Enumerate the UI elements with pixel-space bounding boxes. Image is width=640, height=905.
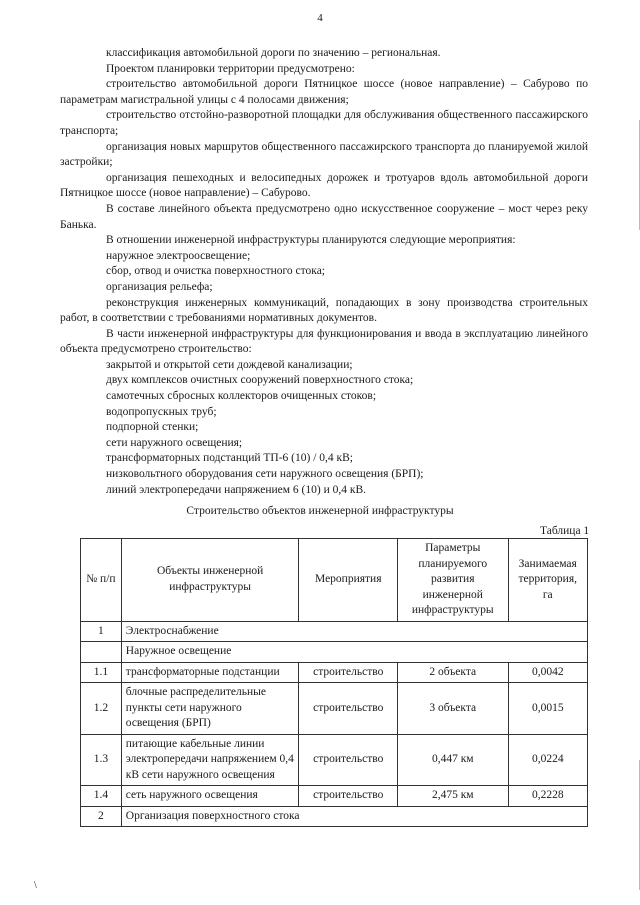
table-row (81, 662, 588, 683)
table-row (81, 786, 588, 807)
paragraph: водопропускных труб; (106, 405, 217, 418)
table-section-row (81, 806, 588, 827)
paragraph: трансформаторных подстанций ТП-6 (10) / 0,4 кВ; (106, 452, 353, 465)
paragraph: В составе линейного объекта предусмотрено одно искусственное сооружение – мост через реку Банька. (60, 202, 588, 231)
subsection-title: Наружное освещение (121, 642, 587, 663)
action-cell: строительство (299, 786, 398, 807)
section-title: Электроснабжение (121, 621, 587, 642)
paragraph: подпорной стенки; (106, 421, 199, 434)
paragraph: наружное электроосвещение; (106, 249, 251, 262)
row-number-empty (81, 642, 122, 663)
table-section-row (81, 621, 588, 642)
header-object: Объекты инженерной инфраструктуры (121, 539, 299, 622)
object-cell: трансформаторные подстанции (121, 662, 299, 683)
paragraph: организация пешеходных и велосипедных дорожек и тротуаров вдоль автомобильной дороги Пятницкое шоссе (новое направление) – Сабурово. (60, 171, 588, 200)
table-subsection-row (81, 642, 588, 663)
header-parameters: Параметры планируемого развития инженерной инфраструктуры (398, 539, 508, 622)
row-number: 1.3 (81, 734, 122, 786)
paragraph: сети наружного освещения; (106, 436, 243, 449)
paragraph: двух комплексов очистных сооружений поверхностного стока; (106, 374, 414, 387)
row-number: 1 (81, 621, 122, 642)
paragraph: низковольтного оборудования сети наружного освещения (БРП); (106, 468, 424, 481)
paragraph: строительство автомобильной дороги Пятницкое шоссе (новое направление) – Сабурово по параметрам магистральной улицы с 4 полосами движения; (60, 78, 588, 106)
paragraph: сбор, отвод и очистка поверхностного стока; (106, 265, 325, 278)
paragraph: В части инженерной инфраструктуры для функционирования и ввода в эксплуатацию линейного объекта предусмотрено строительство: (60, 327, 588, 356)
area-cell: 0,2228 (508, 786, 588, 807)
parameter-cell: 2,475 км (398, 786, 508, 807)
table-row (81, 683, 588, 735)
row-number: 1.1 (81, 662, 122, 683)
paragraph: классификация автомобильной дороги по значению – региональная. (106, 47, 441, 59)
paragraph: организация новых маршрутов общественного пассажирского транспорта до планируемой жилой застройки; (60, 140, 588, 169)
area-cell: 0,0224 (508, 734, 588, 786)
section-title: Организация поверхностного стока (121, 806, 587, 827)
paragraph: организация рельефа; (106, 280, 213, 293)
parameter-cell: 3 объекта (398, 683, 508, 735)
row-number: 2 (81, 806, 122, 827)
area-cell: 0,0042 (508, 662, 588, 683)
table-label: Таблица 1 (540, 525, 590, 537)
infrastructure-table (80, 538, 588, 827)
parameter-cell: 2 объекта (398, 662, 508, 683)
header-area: Занимаемая территория, га (508, 539, 588, 622)
paragraph: строительство отстойно-разворотной площадки для обслуживания общественного пассажирского транспорта; (60, 109, 588, 137)
parameter-cell: 0,447 км (398, 734, 508, 786)
row-number: 1.4 (81, 786, 122, 807)
object-cell: блочные распределительные пункты сети наружного освещения (БРП) (121, 683, 299, 735)
paragraph: В отношении инженерной инфраструктуры планируются следующие мероприятия: (106, 234, 516, 247)
body-text (60, 46, 588, 498)
header-number: № п/п (81, 539, 122, 622)
table-header-row (81, 539, 588, 622)
action-cell: строительство (299, 683, 398, 735)
paragraph: линий электропередачи напряжением 6 (10) и 0,4 кВ. (106, 483, 367, 496)
action-cell: строительство (299, 734, 398, 786)
page-number: 4 (317, 12, 323, 24)
paragraph: реконструкция инженерных коммуникаций, попадающих в зону производства строительных работ, в соответствии с требованиями нормативных документов. (60, 296, 588, 325)
header-action: Мероприятия (299, 539, 398, 622)
table-row (81, 734, 588, 786)
table-body (81, 621, 588, 827)
table-title: Строительство объектов инженерной инфраструктуры (186, 505, 454, 517)
action-cell: строительство (299, 662, 398, 683)
area-cell: 0,0015 (508, 683, 588, 735)
row-number: 1.2 (81, 683, 122, 735)
paragraph: закрытой и открытой сети дождевой канализации; (106, 358, 353, 371)
paragraph: Проектом планировки территории предусмотрено: (106, 62, 355, 75)
object-cell: сеть наружного освещения (121, 786, 299, 807)
object-cell: питающие кабельные линии электропередачи напряжением 0,4 кВ сети наружного освещения (121, 734, 299, 786)
paragraph: самотечных сбросных коллекторов очищенных стоков; (106, 390, 377, 403)
corner-mark: \ (34, 880, 37, 891)
